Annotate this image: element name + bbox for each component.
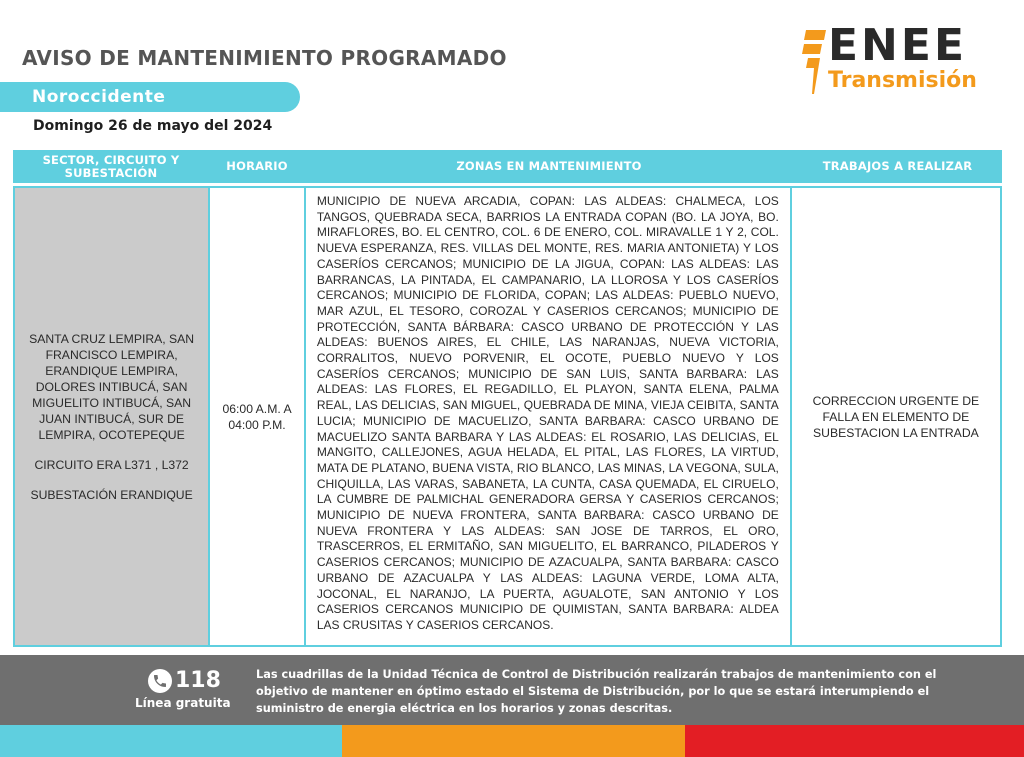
hotline-number: 118 [175, 668, 221, 693]
stripe-orange [342, 725, 685, 757]
region-label: Noroccidente [32, 87, 166, 107]
phone-icon [148, 669, 172, 693]
logo-subtitle: Transmisión [828, 68, 977, 93]
schedule-cell: 06:00 A.M. A 04:00 P.M. [210, 188, 306, 645]
column-header-schedule: HORARIO [226, 159, 288, 173]
notice-date: Domingo 26 de mayo del 2024 [33, 118, 273, 134]
table-row [13, 186, 1002, 647]
region-banner [0, 82, 300, 112]
hotline[interactable] [148, 669, 221, 693]
stripe-cyan [0, 725, 342, 757]
circuit-label: CIRCUITO ERA L371 , L372 [34, 457, 189, 472]
stripe-red [685, 725, 1024, 757]
footer-bar [0, 655, 1024, 725]
zones-cell: MUNICIPIO DE NUEVA ARCADIA, COPAN: LAS ALDEAS: CHALMECA, LOS TANGOS, QUEBRADA SECA, BARRIOS LA ENTRADA COPAN (BO. LA JOYA, BO. MIRAFLORES, BO. EL CENTRO, COL. 6 DE ENERO, COL. MIRAVALLE 1 Y 2, COL. NUEVA ESPERANZA, RES. VILLAS DEL MONTE, RES. MARIA ANTONIETA) Y LOS CASERÍOS CERCANOS; MUNICIPIO DE LA JIGUA, COPAN: LAS ALDEAS: LAS BARRANCAS, LA PINTADA, EL CAMPANARIO, LA LLOROSA Y LOS CASERÍOS CERCANOS; MUNICIPIO DE FLORIDA, COPAN; LAS ALDEAS: PUEBLO NUEVO, MAR AZUL, EL TESORO, COROZAL Y CASERIOS CERCANOS; MUNICIPIO DE PROTECCIÓN, SANTA BÁRBARA: CASCO URBANO DE PROTECCIÓN Y LAS ALDEAS: BUENOS AIRES, EL CHILE, LAS NARANJAS, NUEVA VICTORIA, CORRALITOS, NUEVO PORVENIR, EL OCOTE, PUEBLO NUEVO Y LOS CASERÍOS CERCANOS; MUNICIPIO DE SAN LUIS, SANTA BARBARA: LAS ALDEAS: LAS FLORES, EL REGADILLO, EL PLAYON, SANTA ELENA, PALMA REAL, LAS DELICIAS, SAN MIGUEL, QUEBRADA DE MINA, VIEJA CEIBITA, SANTA LUCIA; MUNICIPIO DE MACUELIZO, SANTA BARBARA: CASCO URBANO DE MACUELIZO SANTA BARBARA Y LAS ALDEAS: EL ROSARIO, LAS DELICIAS, EL MANGITO, CALLEJONES, AGUA HELADA, EL PITAL, LAS FLORES, LA VIRTUD, MATA DE PLATANO, BUENA VISTA, RIO BLANCO, LAS MINAS, LA VEGONA, SULA, CHIQUILLA, LAS VARAS, SABANETA, LA CUNTA, CASA QUEMADA, EL CIRUELO, LA CUMBRE DE PALMICHAL GENERADORA GERSA Y CASERIOS CERCANOS; MUNICIPIO DE NUEVA FRONTERA, SANTA BARBARA: CASCO URBANO DE NUEVA FRONTERA Y LAS ALDEAS: SAN JOSE DE TARROS, EL ORO, TRASCERROS, EL ERMITAÑO, SAN MIGUELITO, EL BARRANCO, PILADEROS Y CASERIOS CERCANOS; MUNICIPIO DE AZACUALPA, SANTA BARBARA: CASCO URBANO DE AZACUALPA Y LAS ALDEAS: LAGUNA VERDE, LOMA ALTA, JOCONAL, EL NARANJO, LA PUERTA, AGUALOTE, SAN ANTONIO Y LOS CASERIOS CERCANOS MUNICIPIO DE QUIMISTAN, SANTA BARBARA: ALDEA LAS CRUSITAS Y CASERIOS CERCANOS. [306, 188, 792, 645]
lightning-bolt-icon [800, 30, 828, 94]
sector-cell [15, 188, 210, 645]
work-cell: CORRECCION URGENTE DE FALLA EN ELEMENTO DE SUBESTACION LA ENTRADA [812, 393, 980, 440]
substation-label: SUBESTACIÓN ERANDIQUE [30, 487, 193, 502]
column-header-zones: ZONAS EN MANTENIMIENTO [456, 159, 642, 173]
footer-notice: Las cuadrillas de la Unidad Técnica de Control de Distribución realizarán trabajos de mantenimiento con el objetivo de mantener en óptimo estado el Sistema de Distribución, por lo que se estará interumpiendo el suministro de energia eléctrica en los horarios y zonas descritas. [256, 668, 937, 715]
maintenance-table [13, 150, 1002, 647]
hotline-label: Línea gratuita [135, 696, 231, 710]
column-header-work: TRABAJOS A REALIZAR [822, 159, 973, 173]
enee-logo [800, 20, 1000, 98]
column-header-sector: SECTOR, CIRCUITO Y SUBESTACIÓN [42, 152, 180, 180]
page-title: AVISO DE MANTENIMIENTO PROGRAMADO [22, 46, 507, 70]
logo-enee-text: ENEE [828, 20, 967, 71]
table-header [13, 150, 1002, 183]
sector-list: SANTA CRUZ LEMPIRA, SAN FRANCISCO LEMPIRA, ERANDIQUE LEMPIRA, DOLORES INTIBUCÁ, SAN MIGUELITO INTIBUCÁ, SAN JUAN INTIBUCÁ, SUR DE LEMPIRA, OCOTEPEQUE [29, 331, 195, 442]
